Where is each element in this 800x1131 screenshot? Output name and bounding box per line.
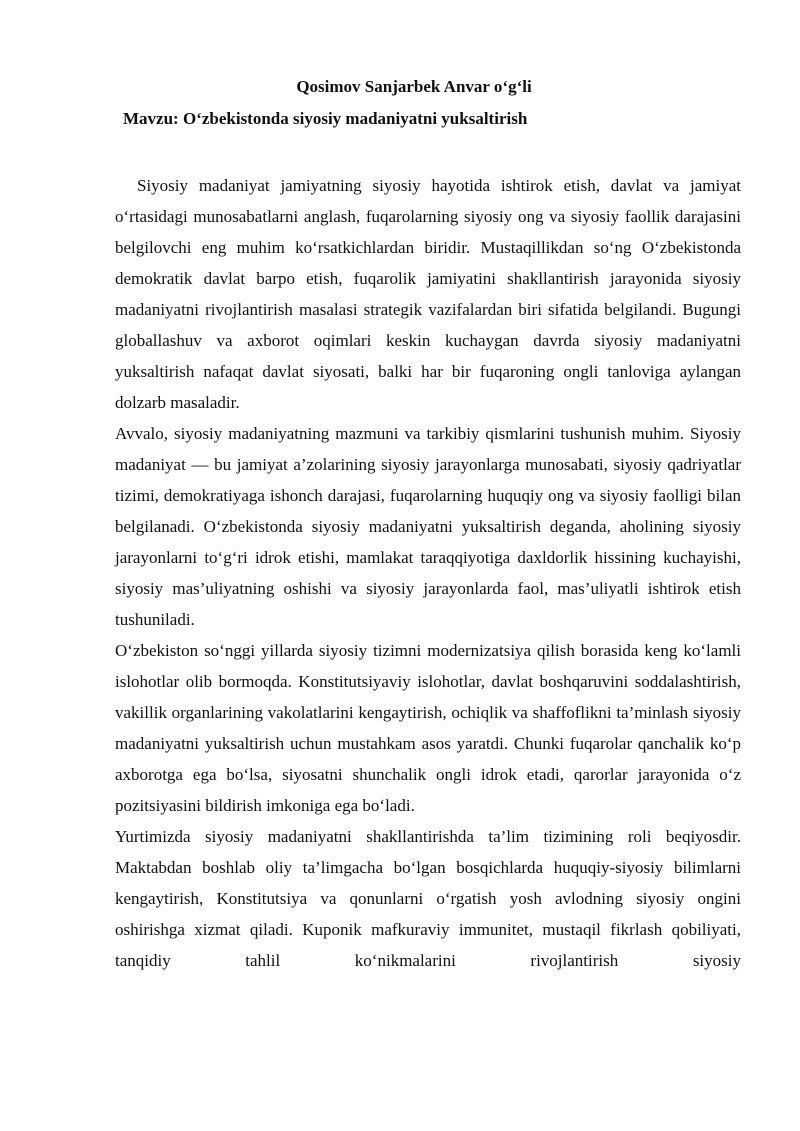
paragraph: O‘zbekiston so‘nggi yillarda siyosiy tizimni modernizatsiya qilish borasida keng ko‘lamli islohotlar olib bormoqda. Konstitutsiyaviy islohotlar, davlat boshqaruvini soddalashtirish, vakillik organlarining vakolatlarini kengaytirish, ochiqlik va shaffoflikni ta’minlash siyosiy madaniyatni yuksaltirish uchun mustahkam asos yaratdi. Chunki fuqarolar qanchalik ko‘p axborotga ega bo‘lsa, siyosatni shunchalik ongli idrok etadi, qarorlar jarayonida o‘z pozitsiyasini bildirish imkoniga ega bo‘ladi. <box>115 641 741 815</box>
paragraph: Yurtimizda siyosiy madaniyatni shakllantirishda ta’lim tizimining roli beqiyosdir. Maktabdan boshlab oliy ta’limgacha bo‘lgan bosqichlarda huquqiy-siyosiy bilimlarni kengaytirish, Konstitutsiya va qonunlarni o‘rgatish yosh avlodning siyosiy ongini oshirishga xizmat qiladi. Kuponik mafkuraviy immunitet, mustaqil fikrlash qobiliyati, tanqidiy tahlil ko‘nikmalarini rivojlantirish siyosiy <box>115 827 741 970</box>
document-topic: Mavzu: O‘zbekistonda siyosiy madaniyatni yuksaltirish <box>123 109 528 128</box>
paragraph: Avvalo, siyosiy madaniyatning mazmuni va tarkibiy qismlarini tushunish muhim. Siyosiy madaniyat — bu jamiyat a’zolarining siyosiy jarayonlarga munosabati, siyosiy qadriyatlar tizimi, demokratiyaga ishonch darajasi, fuqarolarning huquqiy ong va siyosiy faolligi bilan belgilanadi. O‘zbekistonda siyosiy madaniyatni yuksaltirish deganda, aholining siyosiy jarayonlarni to‘g‘ri idrok etishi, mamlakat taraqqiyotiga daxldorlik hissining kuchayishi, siyosiy mas’uliyatning oshishi va siyosiy jarayonlarda faol, mas’uliyatli ishtirok etish tushuniladi. <box>115 424 741 629</box>
author-name: Qosimov Sanjarbek Anvar o‘g‘li <box>296 77 532 96</box>
document-body <box>115 170 741 976</box>
paragraph: Siyosiy madaniyat jamiyatning siyosiy hayotida ishtirok etish, davlat va jamiyat o‘rtasidagi munosabatlarni anglash, fuqarolarning siyosiy ong va siyosiy faollik darajasini belgilovchi eng muhim ko‘rsatkichlardan biridir. Mustaqillikdan so‘ng O‘zbekistonda demokratik davlat barpo etish, fuqarolik jamiyatini shakllantirish jarayonida siyosiy madaniyatni rivojlantirish masalasi strategik vazifalardan biri sifatida belgilandi. Bugungi globallashuv va axborot oqimlari keskin kuchaygan davrda siyosiy madaniyatni yuksaltirish nafaqat davlat siyosati, balki har bir fuqaroning ongli tanloviga aylangan dolzarb masaladir. <box>115 176 741 412</box>
